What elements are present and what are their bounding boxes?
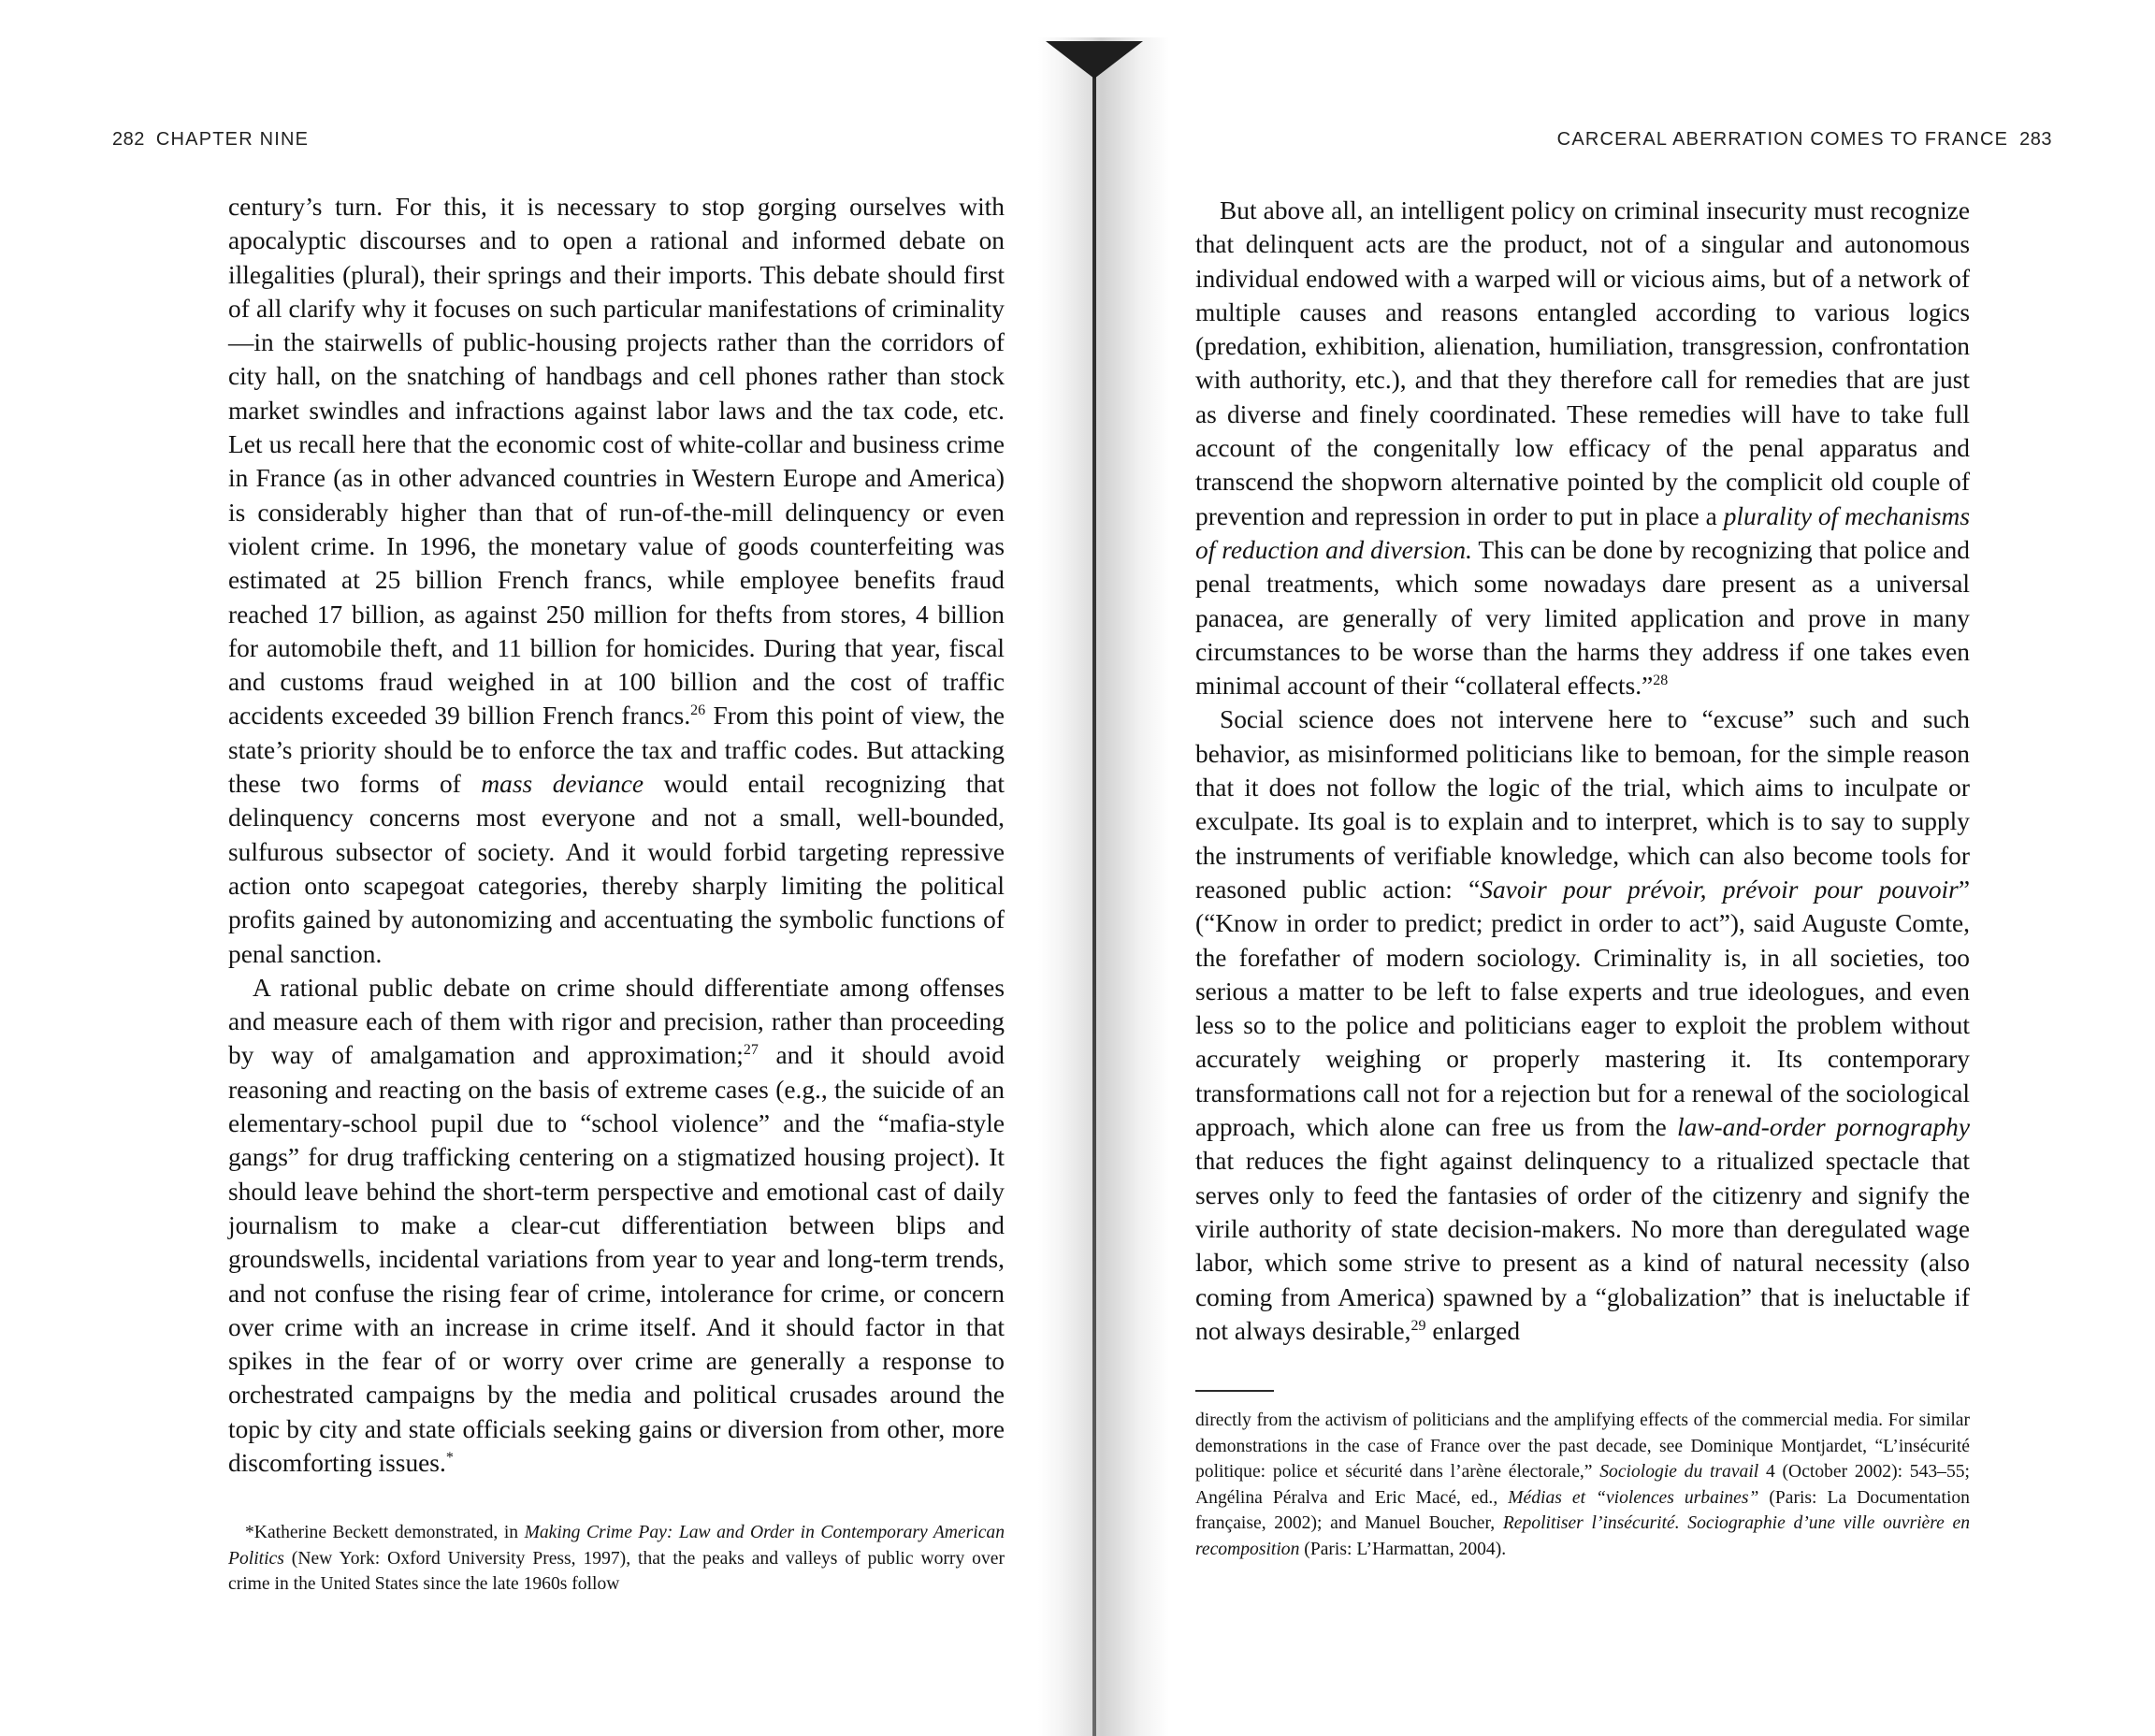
text-segment: law-and-order pornography xyxy=(1676,1113,1970,1142)
text-segment: mass deviance xyxy=(481,770,644,799)
running-head-left xyxy=(112,129,309,151)
right-page xyxy=(1113,0,2155,1736)
left-body-text xyxy=(228,190,1005,1480)
text-segment: Making Crime Pay: Law and Order in Contemporary American Politics xyxy=(228,1523,1005,1569)
right-footnotes xyxy=(1195,1408,1970,1563)
text-segment: plurality of mechanisms of reduction and diversion. xyxy=(1195,501,1971,564)
text-segment: ” (“Know in order to predict; predict in order to act”), said Auguste Comte, the forefather of modern sociology. Criminality is, in all societies, too serious a matter to be left to false experts and true ideologues, and even less so to the police and politicians eager to exploit the problem without accurately weighing or properly mastering it. Its contemporary transformations call not for a rejection but for a renewal of the sociological approach, which alone can free us from the xyxy=(1195,875,1970,1142)
text-segment: would entail recognizing that delinquency concerns most everyone and not a small, well-bounded, sulfurous subsector of society. And it would forbid targeting repressive action onto scapegoat categories, thereby sharply limiting the political profits gained by autonomizing and accentuating the symbolic functions of penal sanction. xyxy=(228,770,1005,968)
footnote-rule xyxy=(1195,1390,1274,1392)
text-segment: directly from the activism of politicians and the amplifying effects of the commercial media. For similar demonstrations in the case of France over the past decade, see Dominique Montjardet, “L’insécurité politique: police et sécurité dans l’arène électorale,” xyxy=(1195,1410,1970,1483)
chapter-title: CHAPTER NINE xyxy=(155,129,310,150)
text-segment: Repolitiser l’insécurité. Sociographie d’une ville ouvrière en recomposition xyxy=(1195,1513,1970,1559)
chapter-title: CARCERAL ABERRATION COMES TO FRANCE xyxy=(1556,129,2009,150)
text-segment: But above all, an intelligent policy on criminal insecurity must recognize that delinquent acts are the product, not of a singular and autonomous individual endowed with a warped will or vicious aims, but of a network of multiple causes and reasons entangled according to various logics (predation, exhibition, alienation, humiliation, transgression, confrontation with authority, etc.), and that they therefore call for remedies that are just as diverse and finely coordinated. These remedies will have to take full account of the congenitally low efficacy of the penal apparatus and transcend the shopworn alternative pointed by the complicit old couple of prevention and repression in order to put in place a xyxy=(1195,196,1970,530)
paragraph xyxy=(1195,194,1970,702)
text-segment: Sociologie du travail xyxy=(1599,1462,1759,1483)
spine-line xyxy=(1092,73,1096,1736)
paragraph xyxy=(228,190,1005,971)
text-segment: (New York: Oxford University Press, 1997), that the peaks and valleys of public worry over crime in the United States since the late 1960s follow xyxy=(228,1548,1005,1595)
text-segment: From this point of view, the state’s priority should be to enforce the tax and traffic codes. But attacking these two forms of xyxy=(228,702,1005,799)
right-body-text xyxy=(1195,194,1970,1348)
footnote-marker: * xyxy=(445,1449,454,1466)
paragraph xyxy=(228,1520,1005,1598)
left-page xyxy=(0,0,1048,1736)
text-segment: This can be done by recognizing that police and penal treatments, which some nowadays dare present as a universal panacea, are generally of very limited application and prove in many circumstances to be worse than the harms they address if one takes even minimal account of their “collateral effects.” xyxy=(1195,535,1970,701)
paragraph xyxy=(228,971,1005,1480)
page-number: 282 xyxy=(112,129,145,150)
footnote-marker: 29 xyxy=(1410,1317,1426,1334)
text-segment: Médias et “violences urbaines” xyxy=(1508,1487,1759,1508)
page-number: 283 xyxy=(2019,129,2052,150)
text-segment: A rational public debate on crime should differentiate among offenses and measure each of them with rigor and precision, rather than proceeding by way of amalgamation and approximation; xyxy=(228,973,1005,1070)
text-segment: Social science does not intervene here to “excuse” such and such behavior, as misinformed politicians like to bemoan, for the simple reason that it does not follow the logic of the trial, which aims to inculpate or exculpate. Its goal is to explain and to interpret, which is to say to supply the instruments of verifiable knowledge, which can also become tools for reasoned public action: “ xyxy=(1195,705,1970,904)
paragraph xyxy=(1195,1408,1970,1563)
text-segment: Savoir pour prévoir, prévoir pour pouvoir xyxy=(1480,875,1959,904)
paragraph xyxy=(1195,702,1970,1348)
left-footnotes xyxy=(228,1520,1005,1598)
text-segment: 4 (October 2002): 543–55; Angélina Péralva and Eric Macé, ed., xyxy=(1195,1462,1970,1508)
running-head-right xyxy=(1557,129,2052,151)
text-segment: (Paris: L’Harmattan, 2004). xyxy=(1299,1539,1507,1559)
text-segment: and it should avoid reasoning and reacting on the basis of extreme cases (e.g., the suicide of an elementary-school pupil due to “school violence” and the “mafia-style gangs” for drug trafficking centering on a stigmatized housing project). It should leave behind the short-term perspective and emotional cast of daily journalism to make a clear-cut differentiation between blips and groundswells, incidental variations from year to year and long-term trends, and not confuse the rising fear of crime, intolerance for crime, or concern over crime with an increase in crime itself. And it should factor in that spikes in the fear of or worry over crime are generally a response to orchestrated campaigns by the media and political crusades around the topic by city and state officials seeking gains or diversion from other, more discomforting issues. xyxy=(228,1041,1005,1477)
text-segment: *Katherine Beckett demonstrated, in xyxy=(245,1523,525,1542)
text-segment: that reduces the fight against delinquency to a ritualized spectacle that serves only to feed the fantasies of order of the citizenry and signify the virile authority of state decision-makers. No more than deregulated wage labor, which some strive to present as a kind of natural necessity (also coming from America) spawned by a “globalization” that is ineluctable if not always desirable, xyxy=(1195,1147,1970,1345)
text-segment: century’s turn. For this, it is necessary to stop gorging ourselves with apocalyptic discourses and to open a rational and informed debate on illegalities (plural), their springs and their imports. This debate should first of all clarify why it focuses on such particular manifestations of criminality—in the stairwells of public-housing projects rather than the corridors of city hall, on the snatching of handbags and cell phones rather than stock market swindles and infractions against labor laws and the tax code, etc. Let us recall here that the economic cost of white-collar and business crime in France (as in other advanced countries in Western Europe and America) is considerably higher than that of run-of-the-mill delinquency or even violent crime. In 1996, the monetary value of goods counterfeiting was estimated at 25 billion French francs, while employee benefits fraud reached 17 billion, as against 250 million for thefts from stores, 4 billion for automobile theft, and 11 billion for homicides. During that year, fiscal and customs fraud weighed in at 100 billion and the cost of traffic accidents exceeded 39 billion French francs. xyxy=(228,193,1005,731)
footnote-marker: 28 xyxy=(1653,673,1669,689)
footnote-marker: 27 xyxy=(743,1042,759,1059)
footnote-marker: 26 xyxy=(690,702,706,719)
text-segment: (Paris: La Documentation française, 2002); and Manuel Boucher, xyxy=(1195,1487,1970,1534)
text-segment: enlarged xyxy=(1425,1316,1521,1345)
